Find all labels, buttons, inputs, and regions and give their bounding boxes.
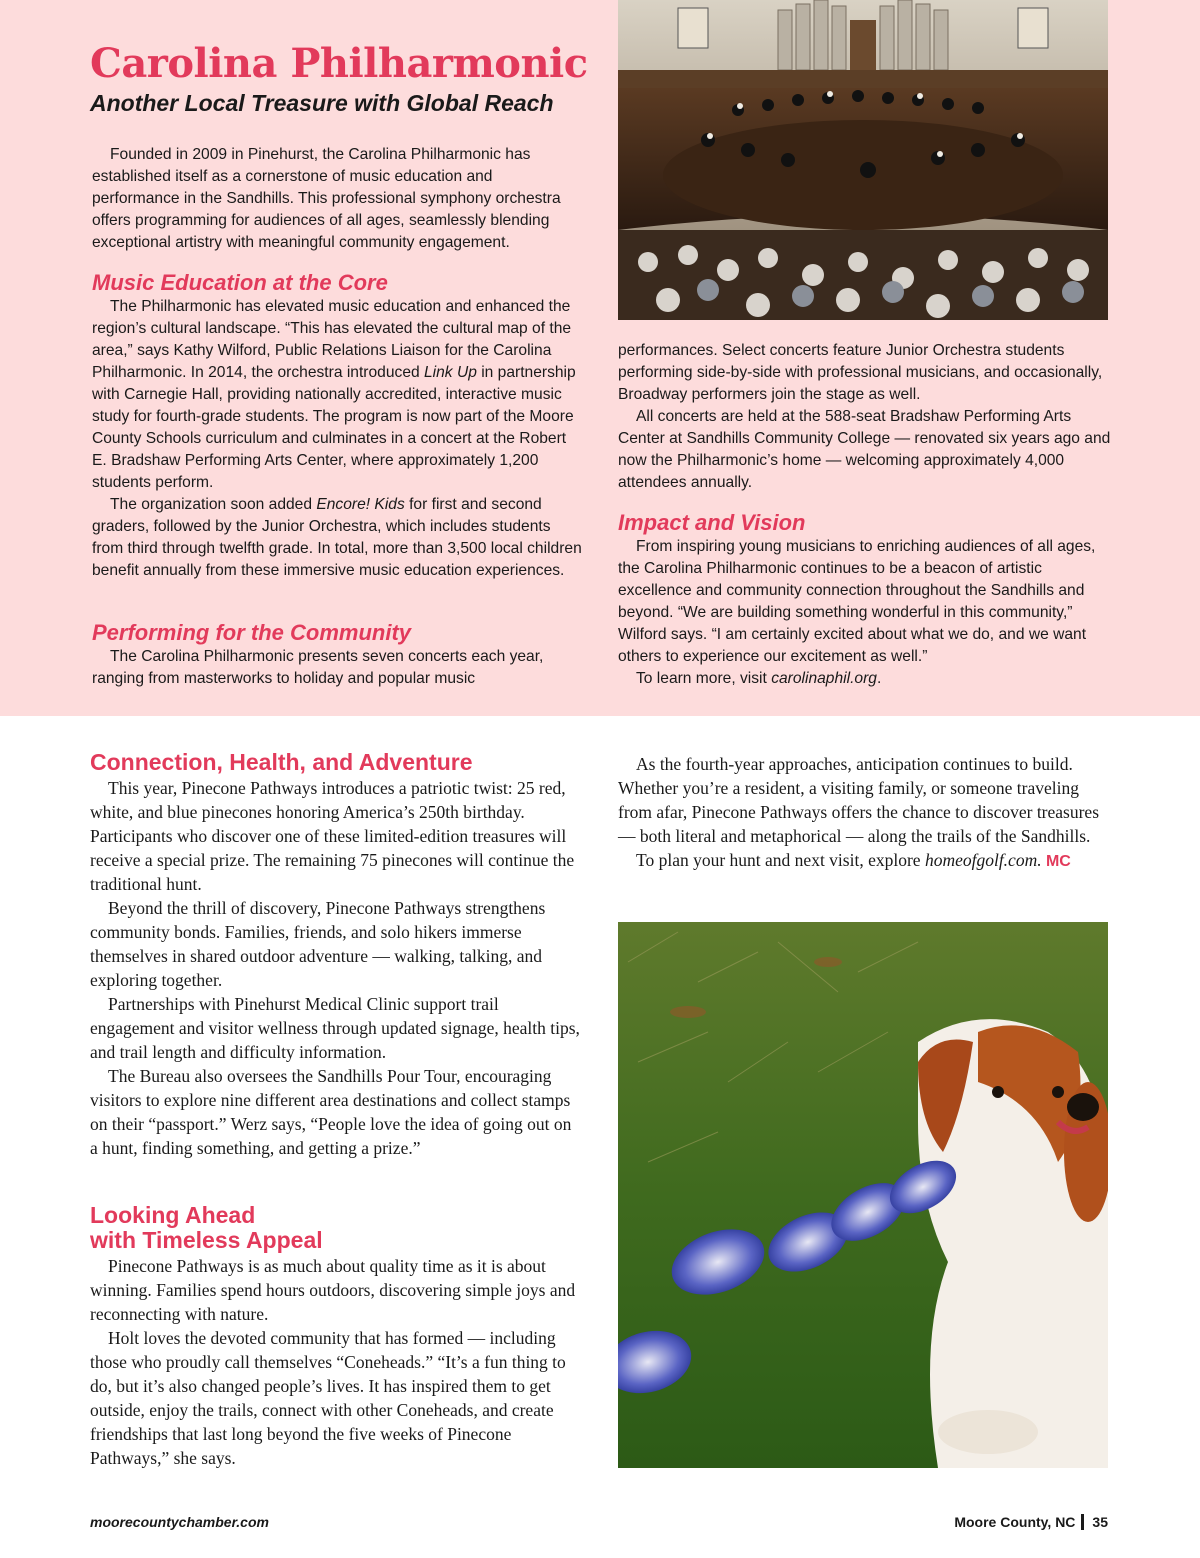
- section-heading-looking-ahead: Looking Ahead with Timeless Appeal: [90, 1202, 323, 1253]
- section-heading-education: Music Education at the Core: [92, 270, 388, 295]
- footer-divider: [1081, 1514, 1084, 1530]
- dog-pinecones-photo: [618, 922, 1108, 1468]
- education-paragraph-1: The Philharmonic has elevated music education and enhanced the region’s cultural landscape. “This has elevated the cultural map of the area,” says Kathy Wilford, Public Relations Liaison for the Carolina Philharmonic. In 2014, the orchestra introduced Link Up in partnership with Carnegie Hall, providing nationally accredited, interactive music study for fourth-grade students. The program is now part of the Moore County Schools curriculum and culminates in a concert at the Robert E. Bradshaw Performing Arts Center, where approximately 1,200 students perform.: [92, 298, 576, 491]
- homeofgolf-link[interactable]: homeofgolf.com.: [924, 850, 1042, 870]
- page-number: 35: [1092, 1514, 1108, 1530]
- education-paragraph-2: The organization soon added Encore! Kids for first and second graders, followed by the Junior Orchestra, which includes students from third through twelfth grade. In total, more than 3,500 local children benefit annually from these immersive music education experiences.: [92, 496, 582, 579]
- closing-body: As the fourth-year approaches, anticipation continues to build. Whether you’re a resident, a visiting family, or someone traveling from afar, Pinecone Pathways offers the chance to discover treasures — both literal and metaphorical — along the trails of the Sandhills. To plan your hunt and next visit, explore homeofgolf.com. MC: [618, 754, 1100, 870]
- section-heading-community: Performing for the Community: [92, 620, 412, 645]
- community-body-continued: performances. Select concerts feature Junior Orchestra students performing side-by-side with professional musicians, and occasionally, Broadway performers join the stage as well. All concerts are held at the 588-seat Bradshaw Performing Arts Center at Sandhills Community College — renovated six years ago and now the Philharmonic’s home — welcoming approximately 4,000 attendees annually.: [618, 342, 1111, 491]
- author-signature: MC: [1045, 853, 1071, 870]
- footer-publication: Moore County, NC 35: [954, 1514, 1108, 1530]
- section-heading-impact: Impact and Vision: [618, 510, 806, 535]
- footer-website[interactable]: moorecountychamber.com: [90, 1514, 269, 1530]
- community-body-start: The Carolina Philharmonic presents seven concerts each year, ranging from masterworks to holiday and popular music: [92, 648, 544, 687]
- article-title: Carolina Philharmonic: [90, 40, 588, 87]
- article-subtitle: Another Local Treasure with Global Reach: [90, 90, 554, 116]
- orchestra-photo: [618, 0, 1108, 320]
- connection-body: This year, Pinecone Pathways introduces a patriotic twist: 25 red, white, and blue pinecones honoring America’s 250th birthday. Participants who discover one of these limited-edition treasures will receive a special prize. The remaining 75 pinecones will continue the traditional hunt. Beyond the thrill of discovery, Pinecone Pathways strengthens community bonds. Families, friends, and solo hikers immerse themselves in shared outdoor adventure — walking, talking, and exploring together. Partnerships with Pinehurst Medical Clinic support trail engagement and visitor wellness through updated signage, health tips, and trail length and difficulty information. The Bureau also oversees the Sandhills Pour Tour, encouraging visitors to explore nine different area destinations and collect stamps on their “passport.” Werz says, “People love the idea of going out on a hunt, finding something, and getting a prize.”: [90, 778, 580, 1158]
- education-body: [92, 296, 584, 582]
- website-link[interactable]: carolinaphil.org: [771, 670, 877, 687]
- impact-body: From inspiring young musicians to enriching audiences of all ages, the Carolina Philharmonic continues to be a beacon of artistic excellence and community connection throughout the Sandhills and beyond. “We are building something wonderful in this community,” Wilford says. “I am certainly excited about what we do, and we want others to experience our excitement as well.” To learn more, visit carolinaphil.org.: [618, 538, 1096, 687]
- section-heading-connection: Connection, Health, and Adventure: [90, 749, 473, 775]
- looking-ahead-body: Pinecone Pathways is as much about quality time as it is about winning. Families spend hours outdoors, discovering simple joys and reconnecting with nature. Holt loves the devoted community that has formed — including those who proudly call themselves “Coneheads.” “It’s a fun thing to do, but it’s also changed people’s lives. It has inspired them to get outside, enjoy the trails, connect with other Coneheads, and create friendships that last long beyond the five weeks of Pinecone Pathways,” she says.: [90, 1256, 576, 1468]
- intro-paragraph: Founded in 2009 in Pinehurst, the Carolina Philharmonic has established itself as a cornerstone of music education and performance in the Sandhills. This professional symphony orchestra offers programming for audiences of all ages, seamlessly blending exceptional artistry with meaningful community engagement.: [92, 146, 561, 251]
